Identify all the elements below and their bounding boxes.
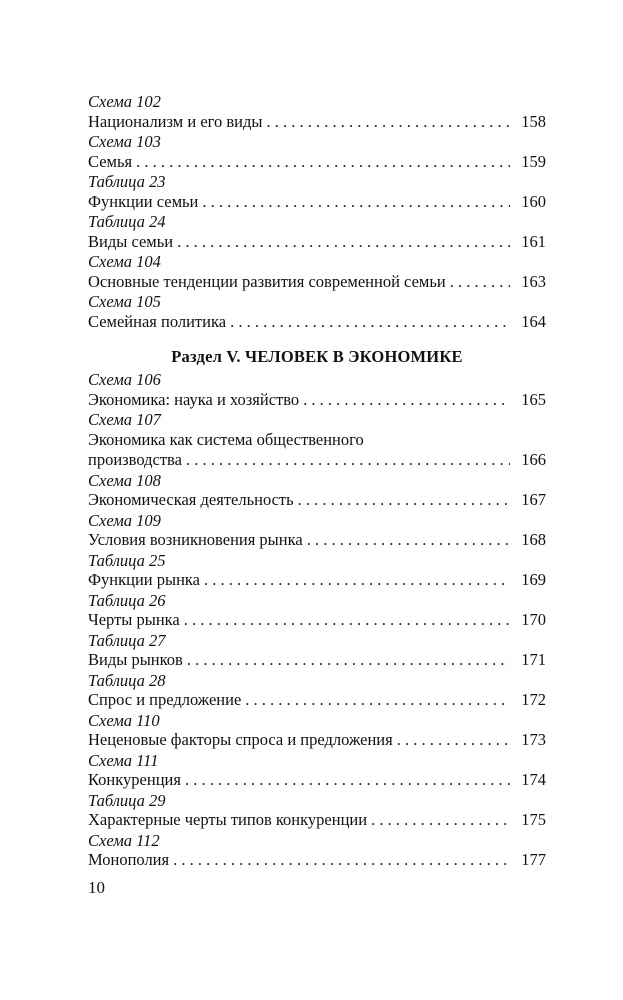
toc-entry-row (88, 390, 546, 411)
toc-entry (88, 631, 546, 671)
toc-entry-label: Схема 108 (88, 470, 161, 490)
toc-entry-label: Схема 107 (88, 410, 161, 429)
toc-entry-page: 163 (521, 271, 546, 291)
toc-entry-row (88, 730, 546, 751)
toc-entry-label: Схема 105 (88, 292, 161, 311)
toc-entry (88, 252, 546, 292)
toc-entry-row (88, 490, 546, 511)
toc-entry-page: 169 (521, 570, 546, 589)
dot-leader (202, 192, 510, 213)
toc-entry-row (88, 232, 546, 253)
dot-leader (187, 650, 510, 671)
toc-entry-page: 158 (521, 111, 546, 131)
toc-entry-title: Характерные черты типов конкуренции (88, 810, 368, 829)
toc-entry-label: Таблица 23 (88, 172, 166, 191)
toc-entry-label: Схема 109 (88, 510, 161, 530)
toc-entry-row (88, 530, 546, 551)
toc-entry (88, 831, 546, 871)
toc-entry-page: 174 (521, 770, 546, 789)
toc-entry-label: Схема 110 (88, 710, 160, 730)
toc-entry-page: 173 (521, 730, 546, 749)
toc-entry-title: Монополия (88, 850, 170, 869)
toc-entry-row (88, 650, 546, 671)
toc-entry (88, 212, 546, 252)
toc-entry-title: Функции семьи (88, 191, 199, 211)
toc-entry (88, 471, 546, 511)
toc-entry-label: Таблица 26 (88, 590, 166, 610)
toc-entry-title: Основные тенденции развития современной семьи (88, 271, 446, 291)
toc-entry-title: Спрос и предложение (88, 690, 242, 709)
toc-entry-row (88, 810, 546, 831)
toc-entry-title: Неценовые факторы спроса и предложения (88, 730, 393, 749)
toc-entry-page: 159 (521, 151, 546, 171)
dot-leader (303, 390, 510, 411)
toc-entry-row (88, 112, 546, 133)
toc-entry-title: производства (88, 450, 182, 469)
dot-leader (371, 810, 510, 831)
toc-entry-label: Схема 111 (88, 750, 159, 770)
toc-entry (88, 591, 546, 631)
toc-entry-row (88, 450, 546, 471)
dot-leader (177, 232, 510, 253)
toc-entry-page: 177 (521, 850, 546, 869)
toc-entry-page: 170 (521, 610, 546, 629)
toc-entry-page: 165 (521, 389, 546, 409)
toc-entry-row (88, 570, 546, 591)
section-heading: Раздел V. ЧЕЛОВЕК В ЭКОНОМИКЕ (171, 347, 463, 366)
dot-leader (245, 690, 510, 711)
toc-entry-title: Семья (88, 151, 133, 171)
dot-leader (185, 770, 510, 791)
toc-entry-row (88, 690, 546, 711)
toc-entry-page: 167 (521, 490, 546, 509)
toc-entry (88, 92, 546, 132)
toc-entry-label: Схема 103 (88, 132, 161, 151)
toc-entry-title-line1: Экономика как система общественного (88, 429, 364, 449)
dot-leader (397, 730, 510, 751)
toc-entry-page: 175 (521, 810, 546, 829)
toc-entry-label: Схема 112 (88, 830, 160, 850)
dot-leader (204, 570, 510, 591)
toc-entry (88, 132, 546, 172)
toc-entry (88, 671, 546, 711)
toc-entry-two-line (88, 410, 546, 471)
toc-entry-page: 168 (521, 530, 546, 549)
toc-entry (88, 292, 546, 332)
dot-leader (173, 850, 510, 871)
toc-entry (88, 551, 546, 591)
toc-entry (88, 172, 546, 212)
toc-entry-page: 164 (521, 311, 546, 331)
toc-entry-title: Экономическая деятельность (88, 490, 294, 509)
toc-entry-title: Условия возникновения рынка (88, 530, 303, 549)
toc-entry (88, 791, 546, 831)
toc-entry-label: Таблица 29 (88, 790, 166, 810)
toc-block-1 (88, 92, 546, 332)
toc-entry (88, 511, 546, 551)
toc-entry-page: 171 (521, 650, 546, 669)
toc-entry-page: 166 (521, 450, 546, 469)
toc-entry-label: Схема 104 (88, 252, 161, 271)
toc-entry-row (88, 312, 546, 333)
toc-entry-row (88, 192, 546, 213)
toc-entry (88, 711, 546, 751)
toc-entry-title: Виды семьи (88, 231, 174, 251)
toc-entry-page: 161 (521, 231, 546, 251)
toc-entry-title: Конкуренция (88, 770, 181, 789)
dot-leader (136, 152, 510, 173)
toc-entry-label: Схема 106 (88, 370, 161, 389)
toc-entry-row (88, 152, 546, 173)
toc-entry-label: Таблица 28 (88, 670, 166, 690)
dot-leader (450, 272, 510, 293)
toc-entry (88, 370, 546, 410)
dot-leader (230, 312, 510, 333)
toc-entry-title: Функции рынка (88, 570, 201, 589)
dot-leader (266, 112, 510, 133)
page-number: 10 (88, 878, 105, 897)
toc-entry-row (88, 272, 546, 293)
toc-block-2a (88, 370, 546, 410)
toc-entry-title: Виды рынков (88, 650, 183, 669)
toc-entry-page: 160 (521, 191, 546, 211)
dot-leader (184, 610, 510, 631)
dot-leader (298, 490, 510, 511)
table-of-contents (88, 92, 546, 871)
toc-entry-title: Национализм и его виды (88, 111, 263, 131)
toc-entry (88, 751, 546, 791)
toc-entry-title: Черты рынка (88, 610, 180, 629)
dot-leader (186, 450, 510, 471)
toc-entry-label: Таблица 25 (88, 550, 166, 570)
toc-block-2b (88, 471, 546, 871)
toc-entry-row (88, 610, 546, 631)
toc-entry-label: Таблица 24 (88, 212, 166, 231)
toc-entry-title: Экономика: наука и хозяйство (88, 389, 300, 409)
toc-entry-row (88, 770, 546, 791)
toc-entry-row (88, 850, 546, 871)
toc-entry-label: Таблица 27 (88, 630, 166, 650)
toc-entry-page: 172 (521, 690, 546, 709)
toc-entry-title: Семейная политика (88, 311, 227, 331)
dot-leader (307, 530, 510, 551)
toc-entry-label: Схема 102 (88, 92, 161, 111)
